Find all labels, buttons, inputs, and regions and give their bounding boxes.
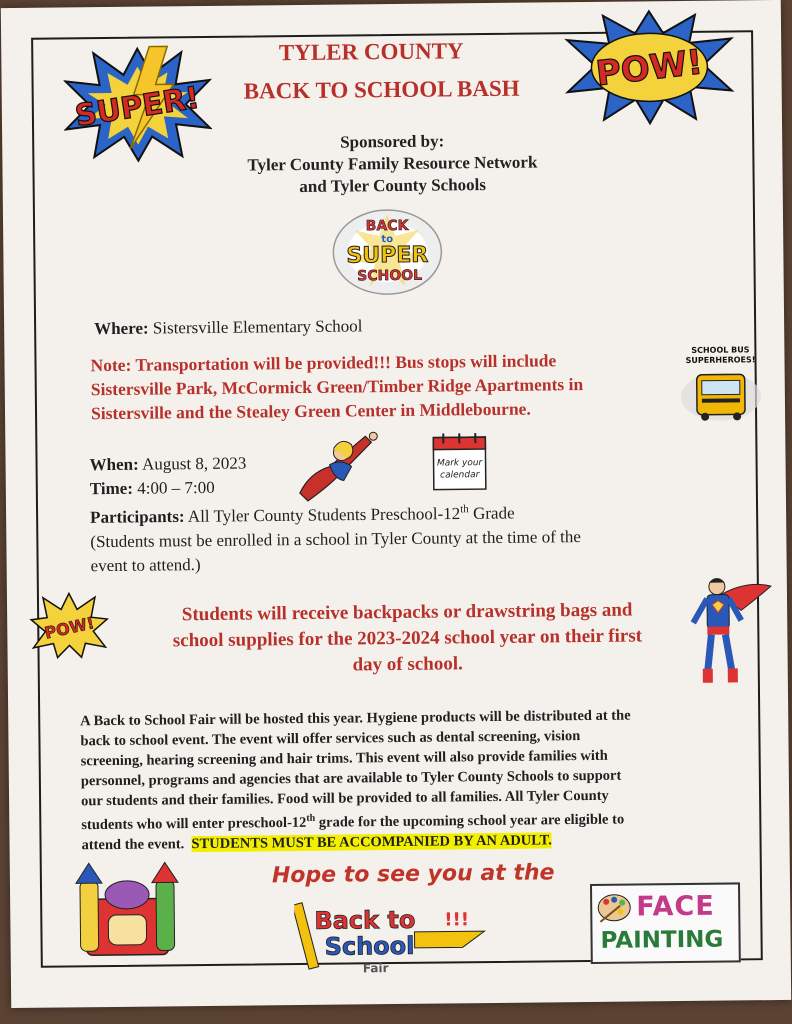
pow-badge-text: POW!: [593, 42, 705, 95]
participants-label: Participants:: [90, 506, 185, 527]
participants-value: All Tyler County Students Preschool-12: [187, 503, 461, 526]
super-badge-text: SUPER!: [72, 80, 202, 134]
logo-super-text: SUPER: [346, 242, 429, 269]
fair-line-7-text: attend the event.: [81, 836, 185, 854]
participants-note-2: event to attend.): [90, 554, 201, 575]
logo-back-text: BACK: [365, 217, 409, 235]
pow-burst-icon: [563, 8, 736, 126]
adult-required-highlight: STUDENTS MUST BE ACCOMPANIED BY AN ADULT.: [191, 832, 552, 852]
fair-logo-bang: !!!: [444, 909, 470, 931]
flyer-paper: [1, 0, 791, 1008]
fair-logo-line-2: School: [324, 931, 415, 961]
participants-value-post: Grade: [468, 503, 515, 523]
face-painting-sign: [590, 882, 741, 964]
supergirl-icon: [279, 422, 384, 505]
fair-logo-fair: Fair: [362, 961, 389, 976]
pow-small-burst-icon: [29, 591, 110, 660]
calendar-text-2: calendar: [440, 470, 480, 481]
back-to-school-fair-logo: [294, 891, 495, 979]
when-label: When:: [89, 454, 139, 475]
when-line: [89, 452, 246, 478]
where-value: Sistersville Elementary School: [152, 316, 363, 338]
paint-palette-icon: [596, 892, 632, 924]
logo-to-text: to: [381, 234, 394, 246]
fair-paragraph: [80, 705, 731, 856]
logo-school-text: SCHOOL: [357, 267, 423, 285]
participants-block: [90, 496, 581, 578]
bounce-house-icon: [72, 858, 183, 963]
backpacks-line-2: school supplies for the 2023-2024 school year on their first: [172, 625, 643, 652]
superman-icon: [687, 570, 774, 689]
backpacks-line-3: day of school.: [352, 653, 463, 676]
pow-small-text: POW!: [42, 613, 96, 643]
sponsor-line-1: Tyler County Family Resource Network: [247, 152, 538, 175]
fair-line-6-post: grade for the upcoming school year are eligible to: [315, 811, 625, 831]
transport-note: [90, 348, 583, 425]
when-value: August 8, 2023: [141, 453, 247, 474]
calendar-icon: [429, 431, 490, 494]
fair-line-6-sup: th: [306, 812, 316, 824]
participants-sup: th: [460, 503, 469, 516]
backpacks-block: [103, 597, 712, 681]
bus-caption-1: SCHOOL BUS: [691, 345, 750, 355]
participants-line: [90, 496, 581, 530]
where-line: [94, 316, 363, 339]
fair-line-5: our students and their families. Food will be provided to all families. All Tyler County: [81, 787, 609, 810]
sponsor-line-2: and Tyler County Schools: [299, 175, 487, 196]
note-line-2: Sistersville Park, McCormick Green/Timber Ridge Apartments in: [90, 374, 584, 400]
time-value: 4:00 – 7:00: [137, 477, 215, 498]
where-label: Where:: [94, 318, 149, 339]
title-line-1: TYLER COUNTY: [278, 38, 464, 66]
fair-line-3: screening, hearing screening and hair trims. This event will also provide families with: [80, 747, 608, 770]
school-bus-icon: [674, 340, 767, 425]
note-line-3: Sistersville and the Stealey Green Center in Middlebourne.: [90, 398, 531, 424]
note-line-1: Note: Transportation will be provided!!! Bus stops will include: [90, 350, 557, 376]
fair-line-1: A Back to School Fair will be hosted this year. Hygiene products will be distributed at the: [80, 707, 631, 730]
sponsor-label: Sponsored by:: [340, 131, 445, 152]
calendar-text-1: Mark your: [436, 458, 483, 469]
participants-note-1: (Students must be enrolled in a school in Tyler County at the time of the: [90, 526, 581, 551]
bus-caption-2: SUPERHEROES!: [685, 355, 756, 365]
time-label: Time:: [89, 478, 134, 499]
time-line: [90, 476, 247, 502]
backpacks-line-1: Students will receive backpacks or drawstring bags and: [181, 599, 633, 626]
hope-to-see-text: Hope to see you at the: [271, 860, 555, 889]
fair-line-6-pre: students who will enter preschool-12: [81, 814, 307, 834]
fair-line-2: back to school event. The event will offer services such as dental screening, vision: [80, 728, 581, 750]
fair-logo-line-1: Back to: [314, 905, 416, 935]
fair-line-4: personnel, programs and agencies that are available to Tyler County Schools to support: [80, 767, 622, 790]
face-text: FACE: [636, 890, 715, 923]
title-line-2: BACK TO SCHOOL BASH: [243, 75, 520, 104]
back-to-super-school-logo: [329, 199, 448, 300]
when-time-block: [89, 452, 246, 502]
painting-text: PAINTING: [600, 926, 724, 954]
